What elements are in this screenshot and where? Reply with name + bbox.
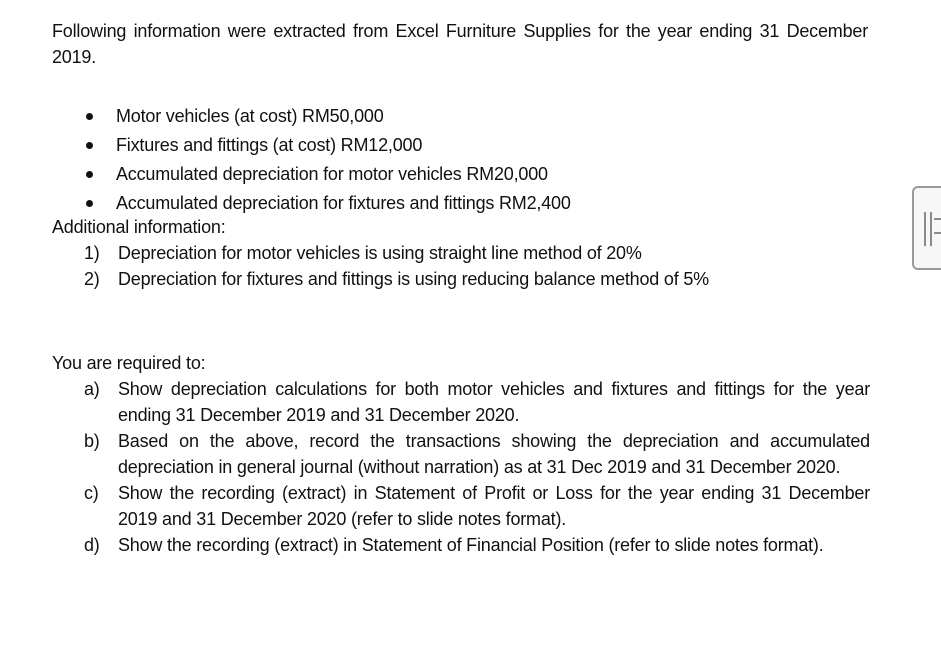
handle-line-icon (934, 218, 941, 220)
list-item-text: Show depreciation calculations for both motor vehicles and fixtures and fittings for the year ending 31 December 2019 and 31 December 2020. (118, 379, 870, 425)
list-item (84, 102, 571, 131)
list-item (84, 160, 571, 189)
bullet-icon (86, 113, 93, 120)
handle-line-icon (930, 212, 932, 246)
balances-list (84, 102, 571, 218)
document-body (52, 18, 870, 555)
bullet-icon (86, 171, 93, 178)
list-item-text: Based on the above, record the transactions showing the depreciation and accumulated depreciation in general journal (without narration) as at 31 Dec 2019 and 31 December 2020. (118, 431, 870, 477)
scroll-handle[interactable] (912, 186, 941, 270)
list-item (84, 480, 870, 532)
additional-info-list (84, 240, 709, 292)
list-item-text: Motor vehicles (at cost) RM50,000 (116, 106, 384, 126)
required-heading: You are required to: (52, 353, 206, 373)
bullet-icon (86, 200, 93, 207)
list-marker: c) (84, 483, 99, 503)
bullet-icon (86, 142, 93, 149)
list-item (84, 532, 870, 558)
list-marker: 2) (84, 269, 100, 289)
handle-line-icon (934, 232, 941, 234)
list-item (84, 428, 870, 480)
handle-line-icon (924, 212, 926, 246)
list-item (84, 376, 870, 428)
list-item (84, 131, 571, 160)
intro-paragraph: Following information were extracted from Excel Furniture Supplies for the year ending 31 December 2019. (52, 21, 868, 67)
list-marker: a) (84, 379, 100, 399)
list-item-text: Fixtures and fittings (at cost) RM12,000 (116, 135, 423, 155)
list-marker: 1) (84, 243, 100, 263)
list-marker: d) (84, 535, 100, 555)
list-item-text: Show the recording (extract) in Statement of Financial Position (refer to slide notes format). (118, 535, 824, 555)
additional-info-heading: Additional information: (52, 217, 226, 237)
required-tasks-list (84, 376, 870, 558)
list-item (84, 240, 709, 266)
list-item-text: Show the recording (extract) in Statement of Profit or Loss for the year ending 31 December 2019 and 31 December 2020 (refer to slide notes format). (118, 483, 870, 529)
list-item (84, 266, 709, 292)
list-item-text: Accumulated depreciation for fixtures and fittings RM2,400 (116, 193, 571, 213)
list-item-text: Depreciation for fixtures and fittings is using reducing balance method of 5% (118, 269, 709, 289)
list-item-text: Accumulated depreciation for motor vehicles RM20,000 (116, 164, 548, 184)
list-marker: b) (84, 431, 100, 451)
list-item-text: Depreciation for motor vehicles is using straight line method of 20% (118, 243, 642, 263)
